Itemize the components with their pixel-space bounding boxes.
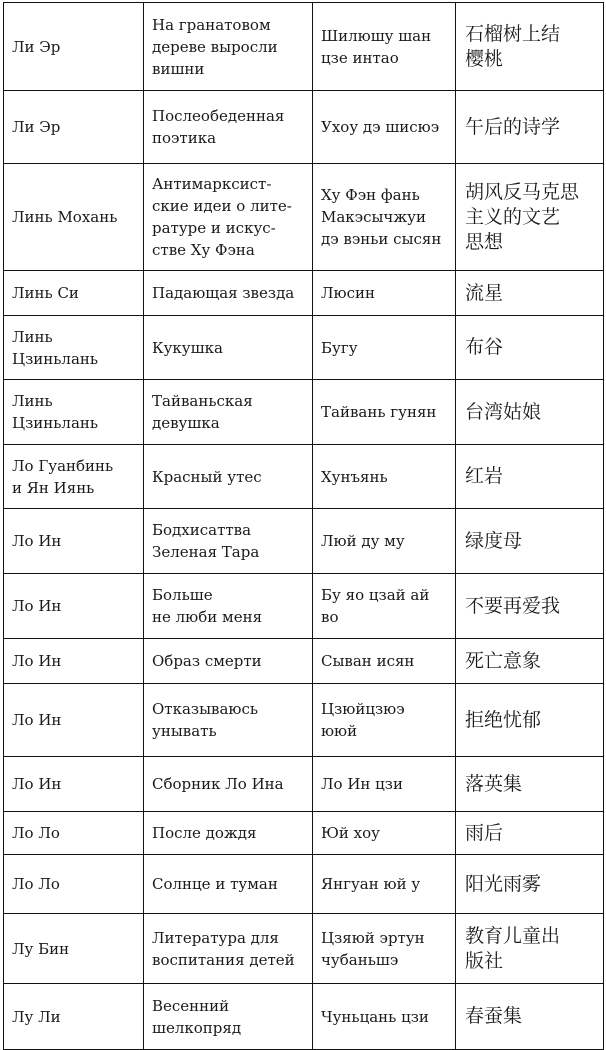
author-cell: Ло Ин (4, 684, 144, 757)
table-row (4, 639, 604, 684)
russian-title-cell: Литература для воспитания детей (144, 914, 313, 984)
table-row (4, 91, 604, 164)
author-cell: Линь Си (4, 271, 144, 316)
chinese-title-cell: 胡风反马克思 主义的文艺 思想 (456, 164, 604, 271)
transliteration-cell: Люсин (313, 271, 456, 316)
table-row (4, 684, 604, 757)
author-cell: Линь Цзиньлань (4, 316, 144, 380)
chinese-title-cell: 教育儿童出 版社 (456, 914, 604, 984)
chinese-title-cell: 布谷 (456, 316, 604, 380)
table-row (4, 914, 604, 984)
russian-title-cell: Бодхисаттва Зеленая Тара (144, 509, 313, 574)
chinese-title-cell: 台湾姑娘 (456, 380, 604, 445)
chinese-title-cell: 不要再爱我 (456, 574, 604, 639)
table-row (4, 757, 604, 812)
chinese-title-cell: 绿度母 (456, 509, 604, 574)
translation-table (3, 2, 604, 1050)
author-cell: Ли Эр (4, 91, 144, 164)
author-cell: Лу Ли (4, 984, 144, 1050)
table-row (4, 855, 604, 914)
transliteration-cell: Янгуан юй у (313, 855, 456, 914)
table-row (4, 380, 604, 445)
russian-title-cell: Кукушка (144, 316, 313, 380)
table-body (4, 3, 604, 1050)
table-row (4, 812, 604, 855)
author-cell: Ли Эр (4, 3, 144, 91)
russian-title-cell: После дождя (144, 812, 313, 855)
table-row (4, 445, 604, 509)
transliteration-cell: Бу яо цзай ай во (313, 574, 456, 639)
table-row (4, 509, 604, 574)
transliteration-cell: Юй хоу (313, 812, 456, 855)
russian-title-cell: Отказываюсь унывать (144, 684, 313, 757)
chinese-title-cell: 午后的诗学 (456, 91, 604, 164)
author-cell: Ло Ин (4, 509, 144, 574)
russian-title-cell: Образ смерти (144, 639, 313, 684)
transliteration-cell: Цзюйцзюэ ююй (313, 684, 456, 757)
author-cell: Ло Гуанбинь и Ян Иянь (4, 445, 144, 509)
transliteration-cell: Чуньцань цзи (313, 984, 456, 1050)
author-cell: Линь Мохань (4, 164, 144, 271)
russian-title-cell: Сборник Ло Ина (144, 757, 313, 812)
chinese-title-cell: 流星 (456, 271, 604, 316)
table-row (4, 574, 604, 639)
chinese-title-cell: 拒绝忧郁 (456, 684, 604, 757)
author-cell: Ло Ин (4, 639, 144, 684)
table-row (4, 316, 604, 380)
russian-title-cell: Красный утес (144, 445, 313, 509)
russian-title-cell: Послеобеденная поэтика (144, 91, 313, 164)
table-row (4, 3, 604, 91)
table-row (4, 164, 604, 271)
table-row (4, 984, 604, 1050)
transliteration-cell: Тайвань гунян (313, 380, 456, 445)
chinese-title-cell: 春蚕集 (456, 984, 604, 1050)
chinese-title-cell: 死亡意象 (456, 639, 604, 684)
russian-title-cell: На гранатовом дереве выросли вишни (144, 3, 313, 91)
russian-title-cell: Солнце и туман (144, 855, 313, 914)
author-cell: Лу Бин (4, 914, 144, 984)
author-cell: Ло Ло (4, 812, 144, 855)
russian-title-cell: Весенний шелкопряд (144, 984, 313, 1050)
author-cell: Линь Цзиньлань (4, 380, 144, 445)
table-row (4, 271, 604, 316)
transliteration-cell: Сыван исян (313, 639, 456, 684)
author-cell: Ло Ин (4, 757, 144, 812)
transliteration-cell: Бугу (313, 316, 456, 380)
transliteration-cell: Ухоу дэ шисюэ (313, 91, 456, 164)
author-cell: Ло Ин (4, 574, 144, 639)
chinese-title-cell: 红岩 (456, 445, 604, 509)
russian-title-cell: Тайваньская девушка (144, 380, 313, 445)
transliteration-cell: Шилюшу шан цзе интао (313, 3, 456, 91)
russian-title-cell: Антимарксист- ские идеи о лите- ратуре и искус- стве Ху Фэна (144, 164, 313, 271)
author-cell: Ло Ло (4, 855, 144, 914)
transliteration-cell: Люй ду му (313, 509, 456, 574)
chinese-title-cell: 落英集 (456, 757, 604, 812)
transliteration-cell: Хунъянь (313, 445, 456, 509)
transliteration-cell: Ху Фэн фань Макэсычжуи дэ вэньи сысян (313, 164, 456, 271)
transliteration-cell: Цзяюй эртун чубаньшэ (313, 914, 456, 984)
transliteration-cell: Ло Ин цзи (313, 757, 456, 812)
chinese-title-cell: 石榴树上结 樱桃 (456, 3, 604, 91)
russian-title-cell: Больше не люби меня (144, 574, 313, 639)
chinese-title-cell: 阳光雨雾 (456, 855, 604, 914)
chinese-title-cell: 雨后 (456, 812, 604, 855)
russian-title-cell: Падающая звезда (144, 271, 313, 316)
